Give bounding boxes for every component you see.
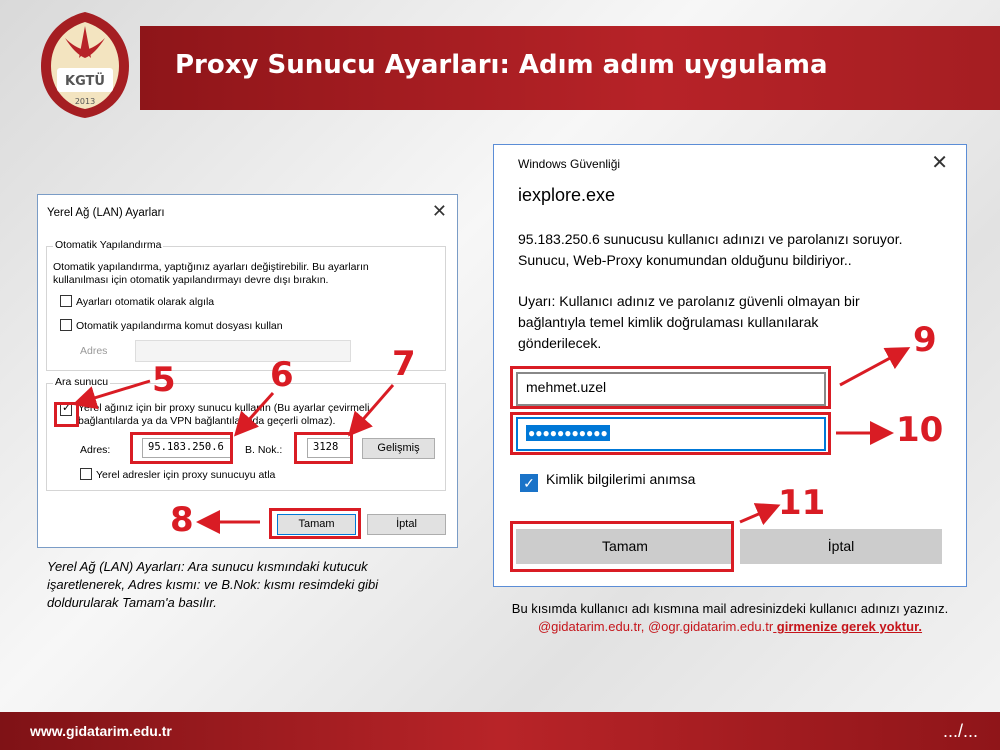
close-icon[interactable]: ✕: [431, 201, 447, 221]
proxy-port-input[interactable]: 3128: [307, 438, 351, 458]
checkmark-icon[interactable]: ✓: [520, 474, 538, 492]
security-warning-line1: Uyarı: Kullanıcı adınız ve parolanız güvenli olmayan bir: [518, 293, 860, 309]
auto-config-description: Otomatik yapılandırma, yaptığınız ayarları değiştirebilir. Bu ayarların kullanılması için otomatik yapılandırmayı devre dışı bırakın.: [53, 261, 369, 286]
close-icon[interactable]: ✕: [931, 152, 948, 174]
security-caption-text: [500, 600, 960, 636]
security-ok-button[interactable]: Tamam: [516, 529, 734, 564]
caption-right-part3: girmenize gerek yoktur.: [773, 619, 923, 634]
lan-dialog-title: Yerel Ağ (LAN) Ayarları: [47, 207, 165, 219]
security-message-line2: Sunucu, Web-Proxy konumundan olduğunu bildiriyor..: [518, 252, 852, 268]
security-warning-line2: bağlantıyla temel kimlik doğrulaması kullanılarak: [518, 314, 819, 330]
security-app-name: iexplore.exe: [518, 185, 616, 205]
caption-right-part1: Bu kısımda kullanıcı adı kısmına mail adresinizdeki kullanıcı adınızı yazınız.: [511, 601, 949, 616]
auto-script-label: Otomatik yapılandırma komut dosyası kullan: [76, 320, 283, 332]
auto-config-legend: Otomatik Yapılandırma: [55, 239, 162, 251]
arrow-step-6: [238, 393, 273, 432]
arrow-step-11: [740, 507, 775, 522]
auto-address-label: Adres: [80, 345, 108, 357]
logo-year: 2013: [74, 97, 96, 106]
lan-ok-button[interactable]: Tamam: [277, 514, 356, 535]
advanced-button[interactable]: Gelişmiş: [362, 438, 435, 459]
footer-band: [0, 712, 1000, 750]
footer-url: www.gidatarim.edu.tr: [30, 723, 172, 739]
step-number-6: 6: [270, 355, 294, 395]
arrow-step-7: [352, 385, 393, 432]
step-number-5: 5: [152, 360, 176, 400]
proxy-port-label: B. Nok.:: [245, 444, 283, 456]
page-title: Proxy Sunucu Ayarları: Adım adım uygulama: [175, 50, 828, 80]
footer-page-indicator: .../...: [942, 721, 978, 741]
password-value: ●●●●●●●●●●●: [528, 426, 608, 440]
lan-cancel-button[interactable]: İptal: [367, 514, 446, 535]
proxy-address-input[interactable]: 95.183.250.6: [142, 438, 232, 458]
proxy-legend: Ara sunucu: [55, 376, 109, 388]
security-message-line1: 95.183.250.6 sunucusu kullanıcı adınızı ve parolanızı soruyor.: [518, 231, 903, 247]
caption-right-domains: @gidatarim.edu.tr, @ogr.gidatarim.edu.tr: [537, 619, 774, 634]
remember-label: Kimlik bilgilerimi anımsa: [546, 471, 696, 487]
logo-name: KGTÜ: [65, 74, 105, 89]
bypass-label: Yerel adresler için proxy sunucuyu atla: [96, 469, 276, 481]
security-warning-line3: gönderilecek.: [518, 335, 602, 351]
security-cancel-button[interactable]: İptal: [740, 529, 942, 564]
arrow-step-5: [78, 381, 150, 403]
use-proxy-label: Yerel ağınız için bir proxy sunucu kullanın (Bu ayarlar çevirmeli bağlantılarda ya da VPN bağlantılarında geçerli olmaz).: [78, 402, 370, 427]
auto-detect-label: Ayarları otomatik olarak algıla: [76, 296, 215, 308]
step-number-10: 10: [896, 410, 944, 450]
security-caption: Windows Güvenliği: [518, 157, 621, 171]
step-number-11: 11: [778, 483, 826, 523]
username-value: mehmet.uzel: [526, 379, 607, 395]
step-number-8: 8: [170, 500, 194, 540]
proxy-address-label: Adres:: [80, 444, 111, 456]
lan-caption: Yerel Ağ (LAN) Ayarları: Ara sunucu kısmındaki kutucuk işaretlenerek, Adres kısmı: ve B.Nok: kısmı resimdeki gibi doldurularak Tamam'a basılır.: [47, 559, 379, 610]
step-number-7: 7: [392, 344, 416, 384]
arrow-step-9: [840, 350, 905, 385]
step-number-9: 9: [913, 320, 937, 360]
